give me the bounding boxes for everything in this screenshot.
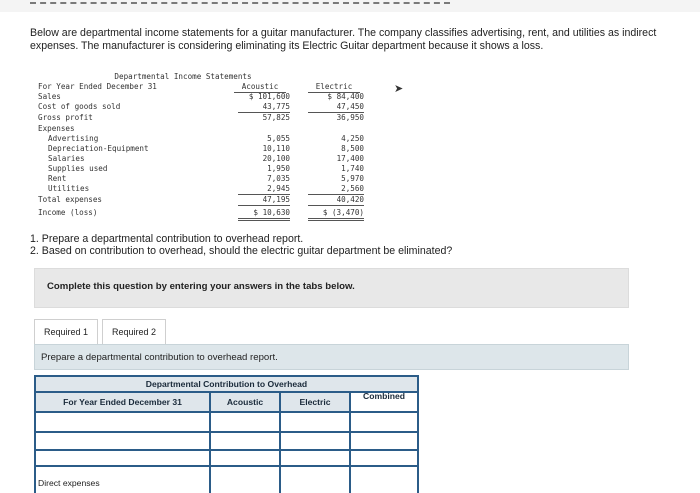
row-label: Expenses [38,124,75,133]
tab-required-2[interactable]: Required 2 [102,319,166,346]
report-title: Departmental Contribution to Overhead [36,377,417,391]
row-acoustic: 7,035 [267,174,290,183]
combined-input[interactable] [351,433,417,449]
row-label: Supplies used [48,164,108,173]
instruction-bar [34,344,629,370]
row-electric: 36,950 [336,113,364,122]
questions [30,234,452,257]
row-electric: 47,450 [308,102,364,113]
electric-input[interactable] [281,433,349,449]
acoustic-input[interactable] [211,433,279,449]
report-col-electric: Electric [281,393,349,411]
row-label: Utilities [48,184,90,193]
top-cropped-strip [0,0,700,12]
cropped-text-remnant [30,2,450,8]
row-acoustic: 5,055 [267,134,290,143]
combined-input[interactable] [351,451,417,465]
tab-required-1[interactable]: Required 1 [34,319,98,345]
row-label-input[interactable] [36,413,209,431]
row-acoustic: 1,950 [267,164,290,173]
row-label-input[interactable] [36,433,209,449]
row-electric: 8,500 [341,144,364,153]
direct-expenses-label [36,467,209,493]
row-label: Cost of goods sold [38,102,121,111]
row-electric: 5,970 [341,174,364,183]
electric-input[interactable] [281,467,349,493]
row-electric: 4,250 [341,134,364,143]
problem-intro: Below are departmental income statements for a guitar manufacturer. The company classifies advertising, rent, and utilities as indirect expenses. The manufacturer is considering eliminating its Electric Guitar department because it shows a loss. [30,27,657,52]
row-label: Gross profit [38,113,93,122]
row-acoustic: 20,100 [262,154,290,163]
statement-col-acoustic: Acoustic [234,82,286,93]
report-col-combined: Combined [362,391,405,401]
combined-input[interactable] [351,413,417,431]
row-label: Sales [38,92,61,101]
acoustic-input[interactable] [211,413,279,431]
statement-col-electric: Electric [308,82,360,93]
statement-period: For Year Ended December 31 [38,82,157,91]
report-col-acoustic: Acoustic [211,393,279,411]
report-period: For Year Ended December 31 [36,393,209,411]
electric-input[interactable] [281,413,349,431]
row-acoustic: 47,195 [238,195,290,206]
row-label: Advertising [48,134,99,143]
row-electric: 2,560 [308,184,364,195]
row-label: Rent [48,174,67,183]
complete-banner-text: Complete this question by entering your answers in the tabs below. [47,281,355,292]
row-acoustic: $ 10,630 [238,208,290,221]
row-acoustic: $ 101,600 [248,92,290,101]
direct-expenses-text: Direct expenses [38,478,100,488]
electric-input[interactable] [281,451,349,465]
row-label: Income (loss) [38,208,98,217]
row-acoustic: 10,110 [262,144,290,153]
row-electric: $ (3,470) [308,208,364,221]
acoustic-input[interactable] [211,467,279,493]
cursor-arrow-icon: ➤ [394,83,404,95]
row-label: Depreciation-Equipment [48,144,149,153]
combined-input[interactable] [351,467,417,493]
question-1: 1. Prepare a departmental contribution to overhead report. [30,233,304,245]
statement-title: Departmental Income Statements [114,72,252,81]
row-electric: $ 84,400 [327,92,364,101]
row-electric: 17,400 [336,154,364,163]
row-acoustic: 43,775 [238,102,290,113]
acoustic-input[interactable] [211,451,279,465]
instruction-text: Prepare a departmental contribution to overhead report. [41,352,278,363]
question-2: 2. Based on contribution to overhead, should the electric guitar department be eliminated? [30,244,453,257]
income-statement [38,72,368,224]
row-label: Salaries [48,154,85,163]
row-label: Total expenses [38,195,103,204]
row-acoustic: 57,825 [262,113,290,122]
complete-banner [34,268,629,308]
row-electric: 1,740 [341,164,364,173]
row-label-input[interactable] [36,451,209,465]
row-acoustic: 2,945 [238,184,290,195]
row-electric: 40,420 [308,195,364,206]
